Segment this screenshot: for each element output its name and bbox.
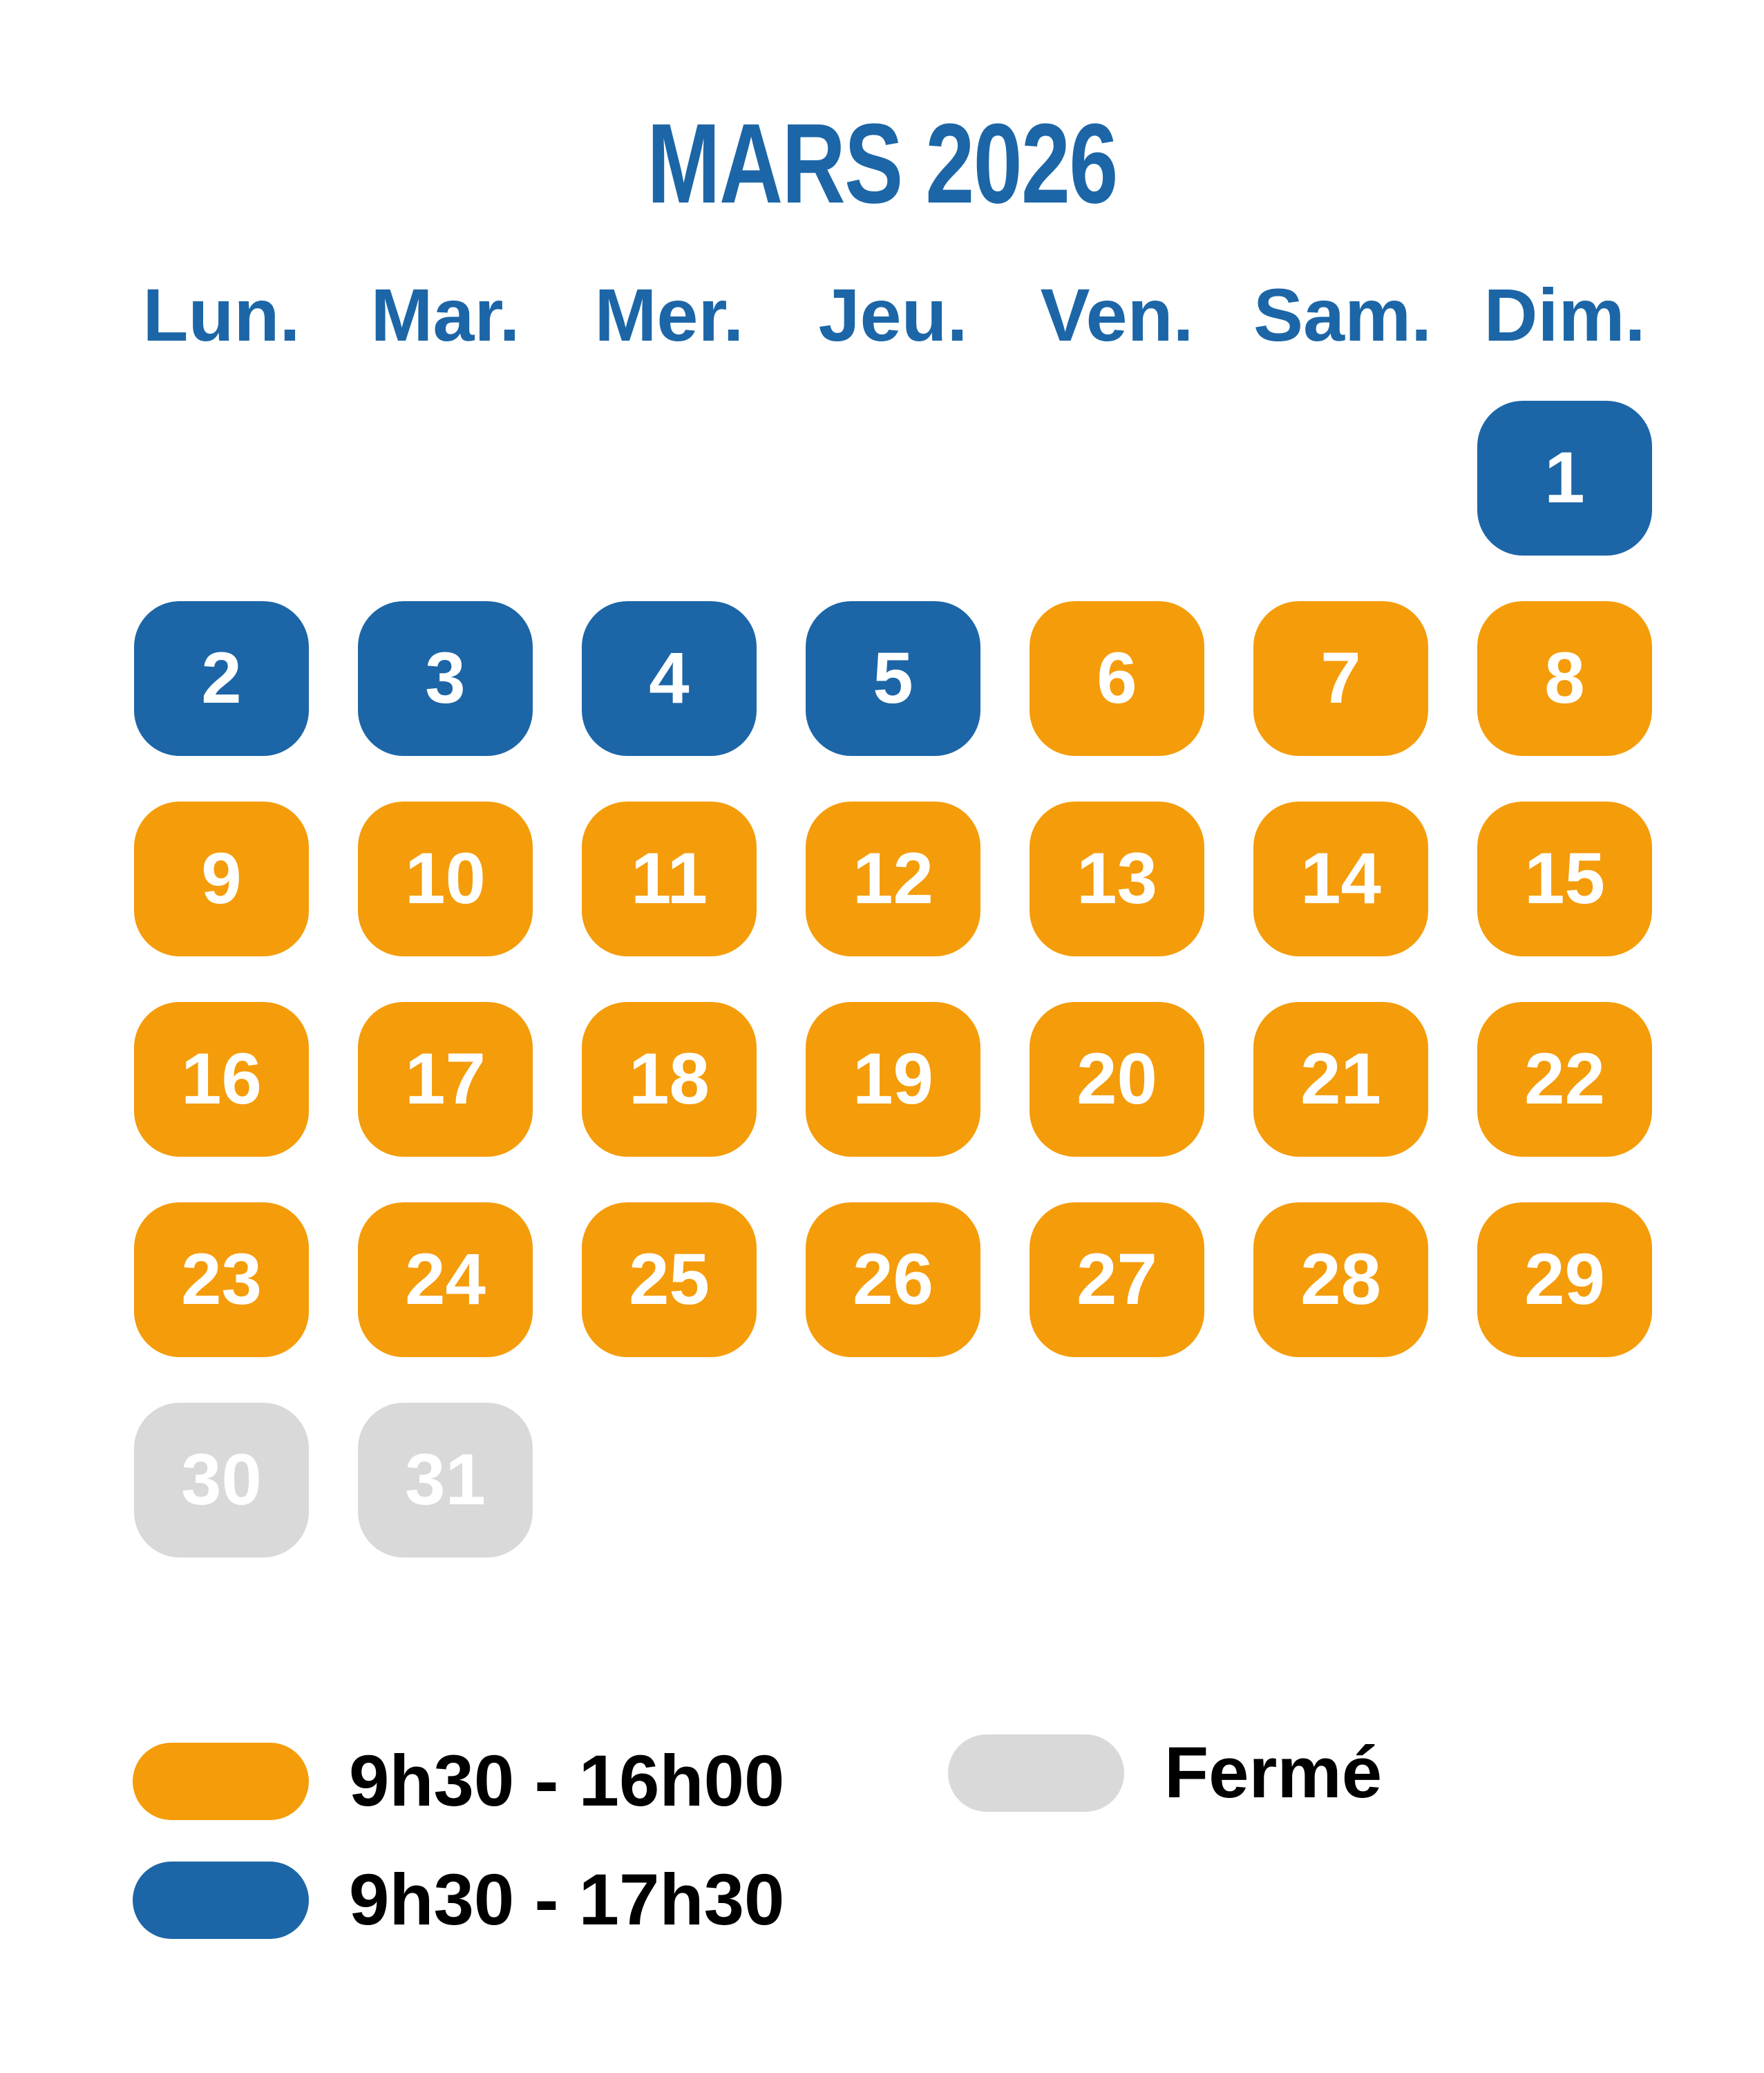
- calendar-day-21: [1253, 1002, 1428, 1157]
- day-number: 10: [405, 838, 486, 919]
- calendar-day-7: [1253, 601, 1428, 756]
- calendar-day-6: [1030, 601, 1204, 756]
- legend-item-extended-hours: [133, 1859, 785, 1940]
- day-number: 29: [1524, 1239, 1605, 1320]
- calendar-day-20: [1030, 1002, 1204, 1157]
- calendar-month-title: MARS 2026: [647, 100, 1117, 227]
- day-number: 14: [1300, 838, 1381, 919]
- calendar-day-8: [1477, 601, 1652, 756]
- calendar-day-2: [134, 601, 309, 756]
- calendar-day-1: [1477, 401, 1652, 556]
- day-number: 21: [1300, 1039, 1381, 1119]
- day-number: 12: [853, 838, 933, 919]
- calendar-day-30: [134, 1403, 309, 1558]
- calendar-day-13: [1030, 802, 1204, 956]
- legend-label-open-hours: 9h30 - 16h00: [349, 1741, 785, 1821]
- day-number: 6: [1097, 638, 1137, 719]
- weekday-label-jeudi: Jeu.: [818, 273, 968, 357]
- day-number: 9: [201, 838, 242, 919]
- day-number: 4: [649, 638, 690, 719]
- legend-label-extended-hours: 9h30 - 17h30: [349, 1859, 785, 1940]
- legend-label-closed: Fermé: [1164, 1732, 1383, 1813]
- legend-item-open-hours: [133, 1743, 784, 1820]
- weekday-header-row: [134, 273, 1652, 357]
- day-number: 1: [1544, 437, 1585, 518]
- day-number: 13: [1077, 838, 1157, 919]
- day-number: 31: [405, 1439, 486, 1520]
- calendar-day-18: [582, 1002, 757, 1157]
- day-number: 5: [873, 638, 913, 719]
- weekday-label-vendredi: Ven.: [1040, 273, 1194, 357]
- weekday-label-lundi: Lun.: [142, 273, 301, 357]
- calendar-grid: [134, 401, 1652, 1558]
- calendar-day-22: [1477, 1002, 1652, 1157]
- day-number: 17: [405, 1039, 486, 1119]
- weekday-label-samedi: Sam.: [1253, 273, 1432, 357]
- day-number: 27: [1077, 1239, 1157, 1320]
- day-number: 19: [853, 1039, 933, 1119]
- day-number: 28: [1300, 1239, 1381, 1320]
- day-number: 8: [1544, 638, 1585, 719]
- day-number: 2: [201, 638, 242, 719]
- day-number: 18: [629, 1039, 710, 1119]
- day-number: 20: [1077, 1039, 1157, 1119]
- calendar-day-24: [358, 1202, 533, 1357]
- day-number: 15: [1524, 838, 1605, 919]
- day-number: 7: [1320, 638, 1361, 719]
- calendar-day-29: [1477, 1202, 1652, 1357]
- day-number: 22: [1524, 1039, 1605, 1119]
- calendar-day-4: [582, 601, 757, 756]
- legend-item-closed: [948, 1734, 1382, 1812]
- day-number: 25: [629, 1239, 710, 1320]
- day-number: 16: [181, 1039, 262, 1119]
- legend-swatch-blue: [133, 1862, 309, 1939]
- calendar-day-12: [806, 802, 980, 956]
- day-number: 24: [405, 1239, 486, 1320]
- calendar-day-15: [1477, 802, 1652, 956]
- weekday-label-dimanche: Dim.: [1483, 273, 1646, 357]
- calendar-day-9: [134, 802, 309, 956]
- calendar-day-27: [1030, 1202, 1204, 1357]
- calendar-day-25: [582, 1202, 757, 1357]
- legend-swatch-gray: [948, 1734, 1124, 1812]
- day-number: 3: [425, 638, 466, 719]
- calendar-day-11: [582, 802, 757, 956]
- calendar-day-14: [1253, 802, 1428, 956]
- weekday-label-mercredi: Mer.: [594, 273, 744, 357]
- calendar-day-28: [1253, 1202, 1428, 1357]
- calendar-day-5: [806, 601, 980, 756]
- calendar-day-23: [134, 1202, 309, 1357]
- day-number: 30: [181, 1439, 262, 1520]
- day-number: 11: [631, 838, 708, 919]
- day-number: 26: [853, 1239, 933, 1320]
- weekday-label-mardi: Mar.: [370, 273, 520, 357]
- calendar-day-31: [358, 1403, 533, 1558]
- calendar-day-10: [358, 802, 533, 956]
- calendar-day-3: [358, 601, 533, 756]
- calendar-day-26: [806, 1202, 980, 1357]
- day-number: 23: [181, 1239, 262, 1320]
- calendar-day-16: [134, 1002, 309, 1157]
- calendar-day-17: [358, 1002, 533, 1157]
- calendar-day-19: [806, 1002, 980, 1157]
- legend-swatch-orange: [133, 1743, 309, 1820]
